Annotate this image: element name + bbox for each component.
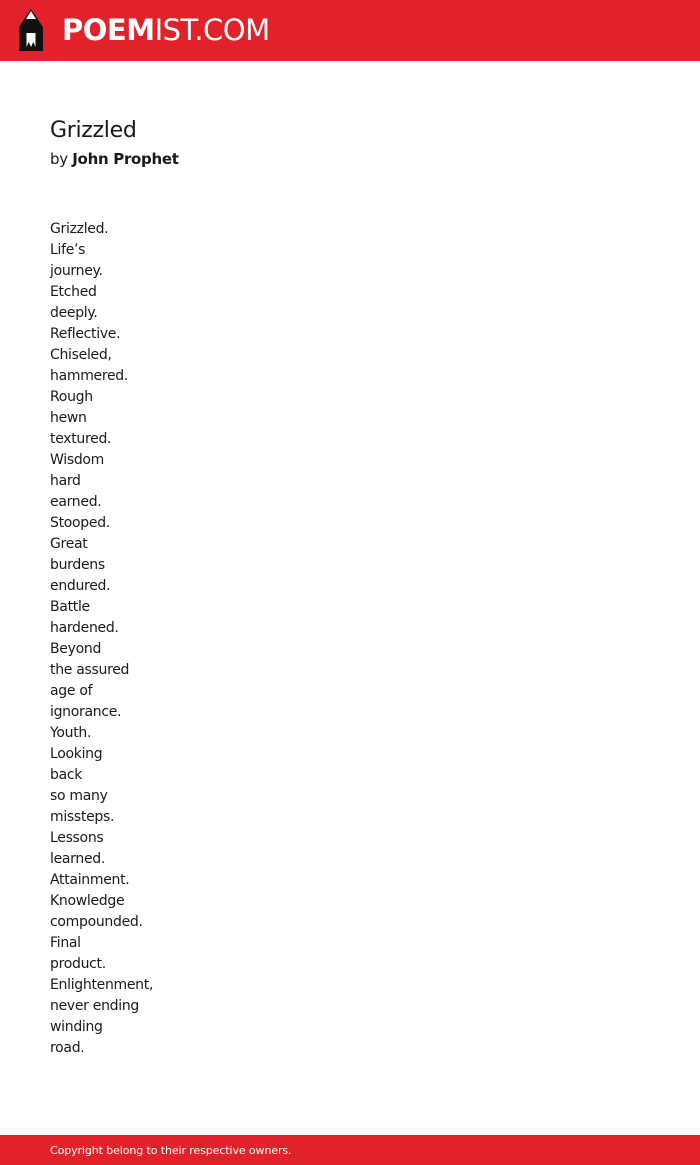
poem-line: never ending [50, 998, 140, 1014]
poem-title: Grizzled [50, 118, 137, 143]
poem-line: hewn [50, 410, 87, 426]
poem-line: product. [50, 956, 106, 972]
poem-line: Reflective. [50, 326, 121, 342]
poem-line: Life’s [50, 242, 86, 258]
poem-line: Beyond [50, 641, 102, 657]
brand-bold-text: POEM [62, 13, 155, 47]
poem-line: Attainment. [50, 872, 130, 888]
pencil-icon[interactable] [17, 9, 45, 51]
poem-line: Grizzled. [50, 221, 109, 237]
poem-line: burdens [50, 557, 105, 573]
poem-line: Final [50, 935, 81, 951]
site-logo-text[interactable] [62, 12, 270, 48]
poem-line: Stooped. [50, 515, 110, 531]
poem-line: road. [50, 1040, 85, 1056]
site-header [0, 0, 700, 61]
poem-line: Battle [50, 599, 90, 615]
poem-line: missteps. [50, 809, 115, 825]
by-label: by [50, 150, 68, 168]
poem-line: Great [50, 536, 88, 552]
poem-line: Looking [50, 746, 103, 762]
poem-line: Etched [50, 284, 97, 300]
brand-light-text: IST.COM [154, 13, 270, 47]
byline [50, 148, 179, 170]
poem-line: Rough [50, 389, 93, 405]
poem-line: journey. [50, 263, 103, 279]
author-name: John Prophet [72, 150, 179, 168]
poem-line: textured. [50, 431, 112, 447]
poem-line: hammered. [50, 368, 129, 384]
poem-line: Youth. [50, 725, 92, 741]
poem-line: Enlightenment, [50, 977, 154, 993]
poem-line: age of [50, 683, 93, 699]
poem-line: Lessons [50, 830, 104, 846]
poem-line: hard [50, 473, 81, 489]
poem-line: so many [50, 788, 108, 804]
poem-line: learned. [50, 851, 106, 867]
poem-line: Chiseled, [50, 347, 112, 363]
poem-line: deeply. [50, 305, 98, 321]
poem-line: endured. [50, 578, 111, 594]
poem-line: hardened. [50, 620, 119, 636]
poem-line: winding [50, 1019, 103, 1035]
poem-line: Knowledge [50, 893, 125, 909]
site-footer [0, 1135, 700, 1165]
poem-line: Wisdom [50, 452, 105, 468]
poem-line: earned. [50, 494, 102, 510]
poem-line: compounded. [50, 914, 143, 930]
poem-body [50, 219, 153, 1059]
poem-line: ignorance. [50, 704, 122, 720]
copyright-notice: Copyright belong to their respective owners. [50, 1144, 292, 1157]
poem-line: the assured [50, 662, 130, 678]
poem-line: back [50, 767, 83, 783]
